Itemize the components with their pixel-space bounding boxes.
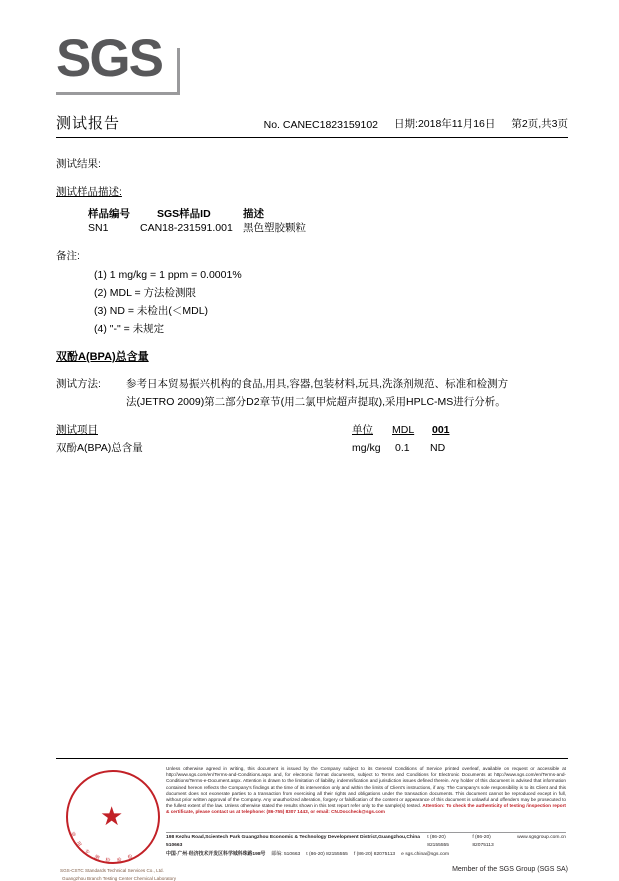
stamp-star-icon: ★ — [100, 801, 124, 831]
note-item-3: (3) ND = 未检出(＜MDL) — [94, 305, 209, 317]
stamp-ring-char: 验 — [116, 857, 123, 864]
result-col-mdl: MDL — [392, 424, 415, 436]
page-title: 测试报告 — [56, 115, 121, 132]
sample-row-no: SN1 — [88, 222, 109, 234]
method-line-2: 法(JETRO 2009)第二部分D2章节(用二氯甲烷超声提取),采用HPLC-MS进行分析。 — [126, 396, 506, 408]
address-divider-top — [166, 832, 566, 833]
sample-row-id: CAN18-231591.001 — [140, 222, 233, 234]
tel-cn: t (86-20) 82155555 — [306, 852, 348, 858]
footer-member: Member of the SGS Group (SGS SA) — [452, 866, 568, 873]
disclaimer-text: Unless otherwise agreed in writing, this document is issued by the Company subject to its General Conditions of Service printed overleaf, available on request or accessible at http://www.sgs.com/en/Terms-and-Conditions.aspx and, for electronic format documents, subject to Terms and Conditions for Electronic Documents at http://www.sgs.com/en/Terms-and-Conditions/Terms-e-Document.aspx. Attention is drawn to the limitation of liability, indemnification and jurisdiction issues defined therein. Any holder of this document is advised that information contained hereon reflects the Company's findings at the time of its intervention only and within the limits of Client's instructions, if any. The Company's sole responsibility is to its Client and this document does not exonerate parties to a transaction from exercising all their rights and obligations under the transaction documents. This document cannot be reproduced except in full, without prior written approval of the Company. Any unauthorized alteration, forgery or falsification of the content or appearance of this document is unlawful and offenders may be prosecuted to the fullest extent of the law. Unless otherwise stated the results shown in this test report refer only to the sample(s) tested. — [166, 766, 566, 809]
tel-en: t (86-20) 82155555 — [427, 835, 449, 848]
address-cn: 中国·广州·经济技术开发区科学城科珠路198号 — [166, 852, 266, 858]
sgs-logo-text: SGS — [56, 29, 162, 88]
stamp-ring-char: 检 — [104, 857, 111, 865]
results-label: 测试结果: — [56, 158, 101, 170]
note-item-4: (4) "-" = 未规定 — [94, 323, 165, 335]
sample-col-id: SGS样品ID — [157, 208, 211, 220]
disclaimer-attention: Attention: To check the authenticity of testing /inspection report & certificate, please contact us at telephone: (86-755) 8307 1443, or email: CN.Doccheck@sgs.com — [166, 803, 566, 815]
sample-description-label: 测试样品描述: — [56, 186, 122, 198]
fax-cn: f (86-20) 82075113 — [353, 852, 396, 858]
footer-divider — [56, 758, 568, 759]
stamp-ring-text — [66, 770, 160, 864]
result-row-unit: mg/kg — [352, 442, 381, 454]
note-item-1: (1) 1 mg/kg = 1 ppm = 0.0001% — [94, 269, 242, 281]
web-en: www.sgsgroup.com.cn — [517, 835, 566, 840]
address-en: 198 Kezhu Road,Scientech Park Guangzhou Economic & Technology Development District,Guangzhou,China 510663 — [166, 835, 420, 848]
result-col-001: 001 — [432, 424, 450, 436]
note-item-2: (2) MDL = 方法检测限 — [94, 287, 196, 299]
result-row-item: 双酚A(BPA)总含量 — [56, 442, 143, 454]
logo-underline — [56, 92, 178, 95]
page-number: 第2页,共3页 — [511, 118, 568, 130]
sample-col-no: 样品编号 — [88, 208, 130, 220]
result-row-001: ND — [430, 442, 446, 454]
report-number: No. CANEC1823159102 — [263, 119, 379, 131]
fax-en: f (86-20) 82075113 — [472, 835, 494, 848]
logo-vertical-rule — [177, 48, 180, 95]
header-divider — [56, 137, 568, 138]
footer-address — [166, 834, 566, 859]
bpa-section-heading: 双酚A(BPA)总含量 — [56, 351, 149, 363]
result-col-item: 测试项目 — [56, 424, 98, 436]
result-col-unit: 单位 — [352, 424, 373, 436]
result-row-mdl: 0.1 — [395, 442, 410, 454]
stamp-ring-char: 章 — [68, 831, 77, 838]
method-line-1: 参考日本贸易振兴机构的食品,用具,容器,包装材料,玩具,洗涤剂规范、标准和检测方 — [126, 378, 509, 390]
report-meta — [264, 116, 568, 133]
method-label: 测试方法: — [56, 378, 101, 390]
postcode-cn: 邮编: 510663 — [271, 852, 301, 858]
report-date: 日期:2018年11月16日 — [394, 118, 496, 130]
stamp-ring-char: 专 — [82, 848, 91, 857]
company-stamp — [60, 770, 177, 881]
stamp-ring-char: 检 — [127, 853, 134, 862]
report-title-row — [56, 112, 568, 133]
stamp-branch-en: Guangzhou Branch Testing Center Chemical Laboratory — [62, 876, 177, 881]
sample-row-desc: 黑色塑胶颗粒 — [243, 222, 306, 234]
stamp-ring-char: 测 — [93, 854, 101, 862]
email-cn: e sgs.china@sgs.com — [401, 852, 450, 858]
sample-col-desc: 描述 — [243, 208, 264, 220]
sgs-logo — [56, 30, 178, 92]
stamp-ring-char: 用 — [74, 840, 83, 849]
stamp-company-en: SGS-CSTC Standards Technical Services Co., Ltd. — [60, 868, 164, 873]
notes-label: 备注: — [56, 250, 80, 262]
footer-disclaimer — [166, 766, 566, 816]
